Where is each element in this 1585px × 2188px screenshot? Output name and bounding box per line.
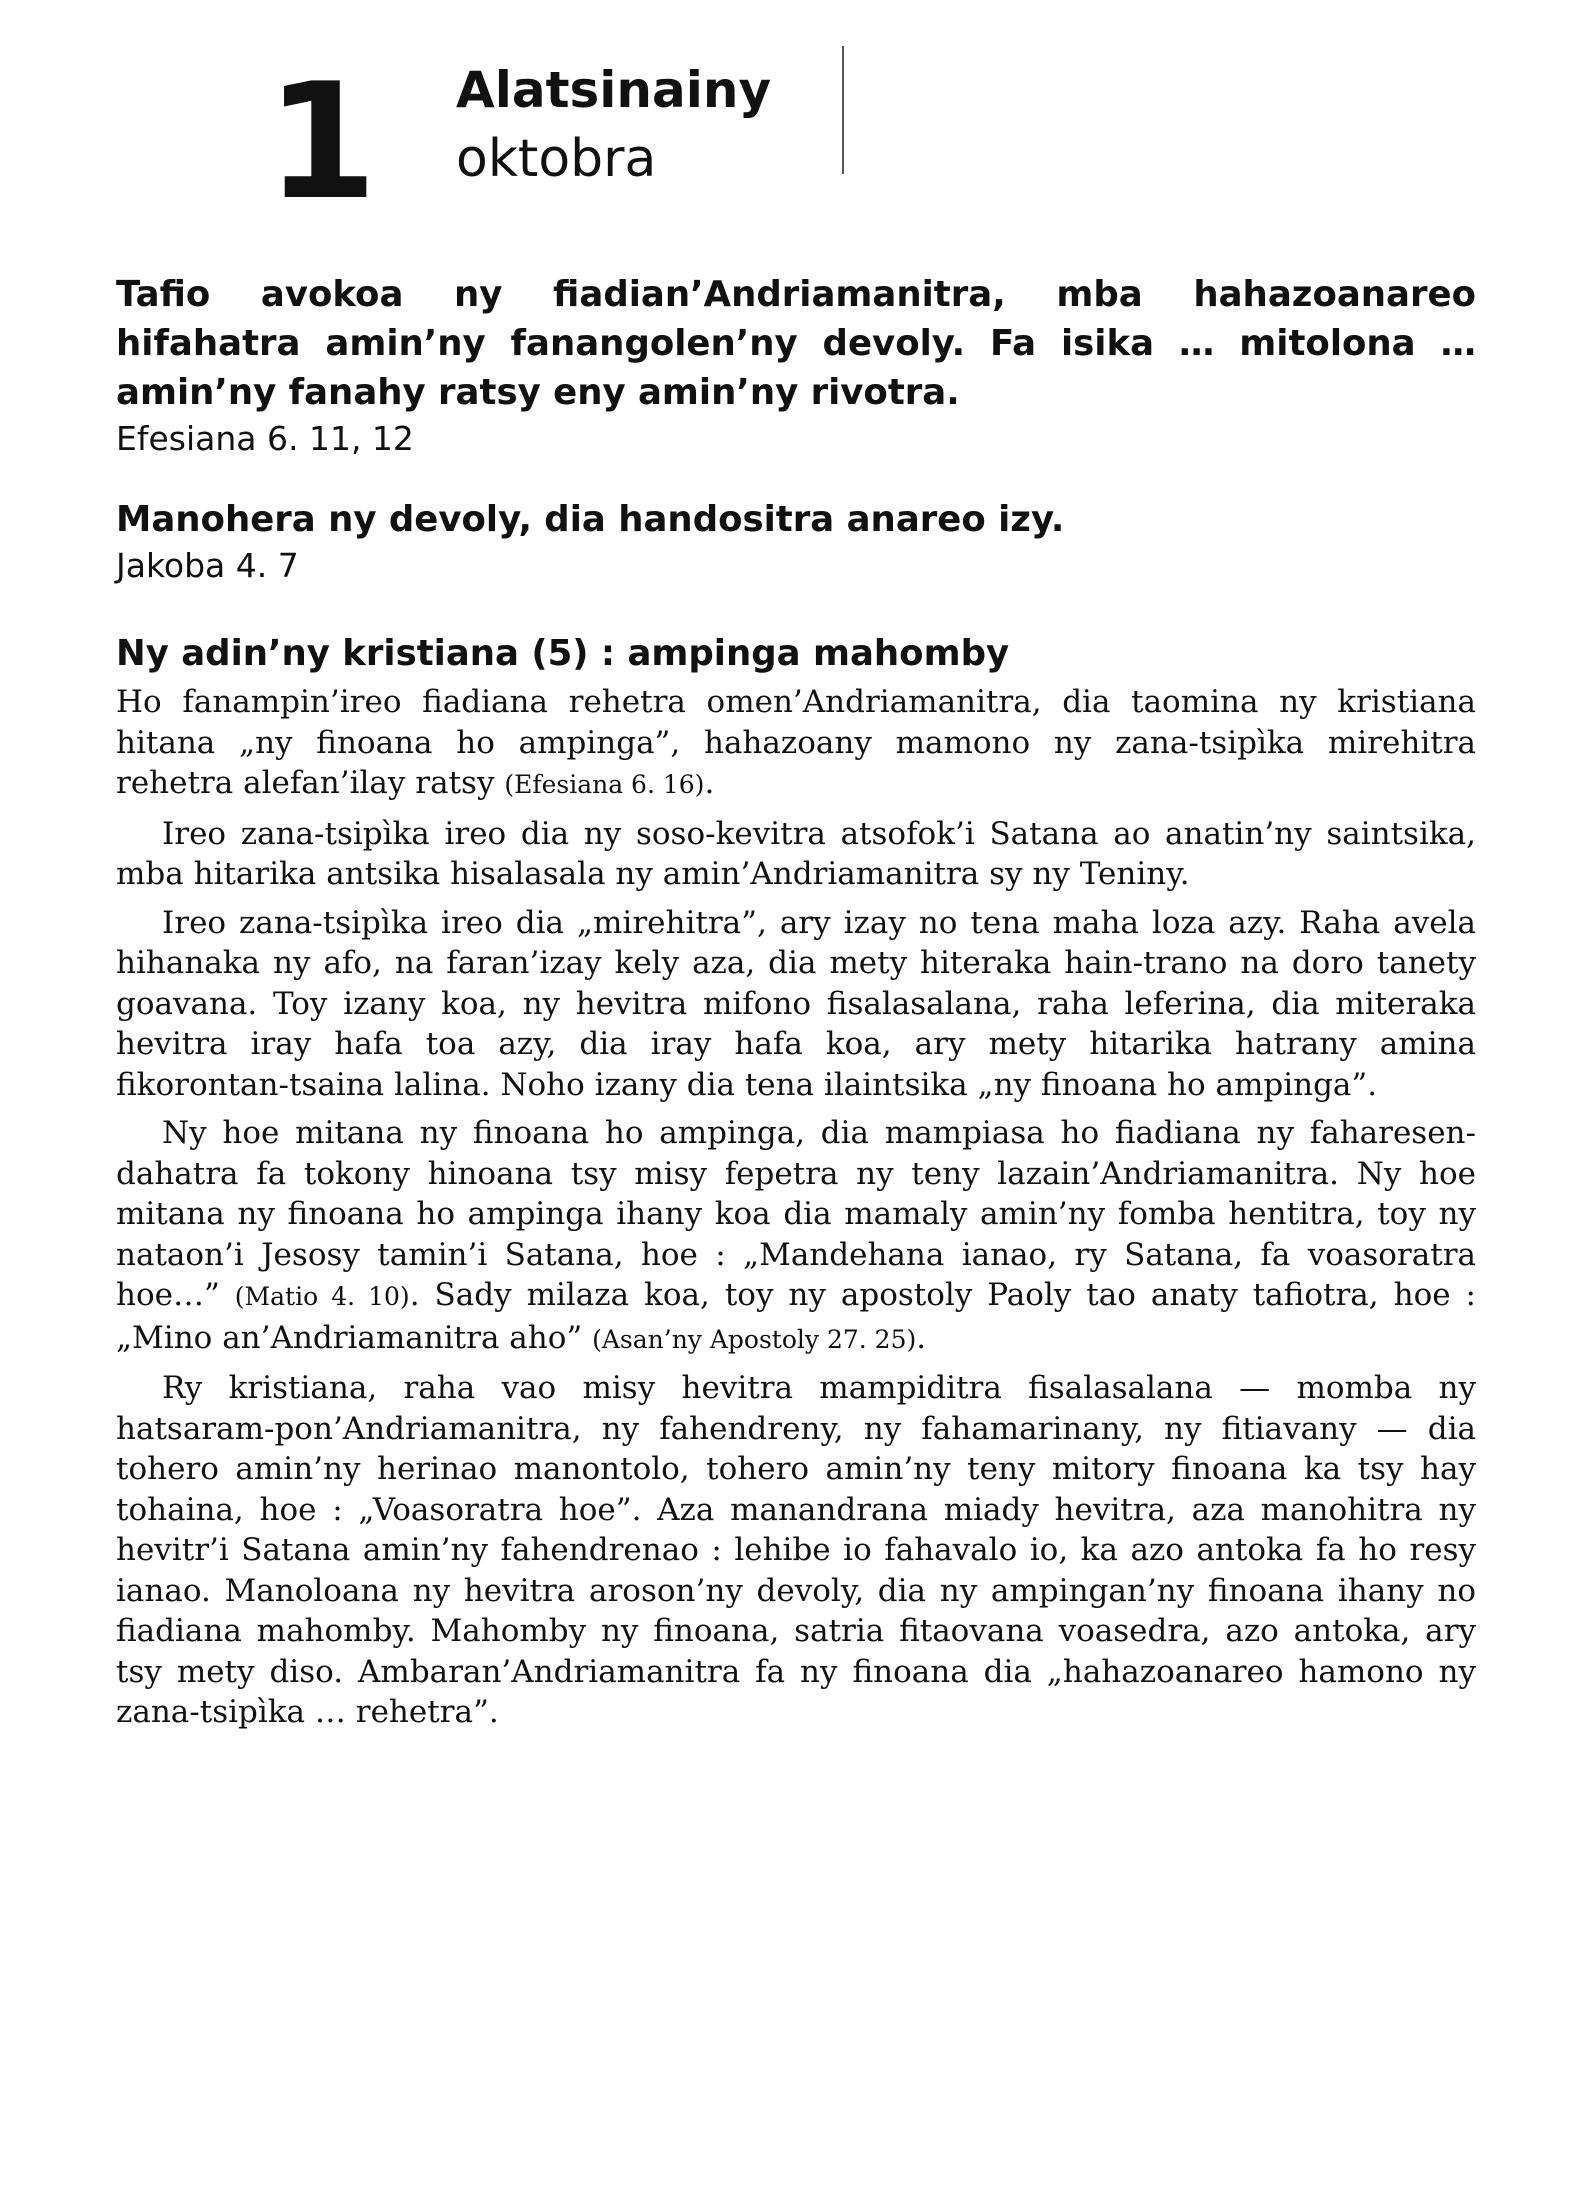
- paragraph-text: Ry kristiana, raha vao misy hevitra mampiditra fisalasalana — momba ny hatsaram-pon’Andriamanitra, ny fahendreny, ny fahamarinany, ny fitiavany — dia tohero amin’ny herinao manontolo, tohero amin’ny teny mitory finoana ka tsy hay tohaina, hoe : „Voasoratra hoe”. Aza manandrana miady hevitra, aza manohitra ny hevitr’i Satana amin’ny fahendrenao : lehibe io fahavalo io, ka azo antoka fa ho resy ianao. Manoloana ny hevitra aroson’ny devoly, dia ny ampingan’ny finoana ihany no fiadiana mahomby. Mahomby ny finoana, satria fitaovana voasedra, azo antoka, ary tsy mety diso. Ambaran’Andriamanitra fa ny finoana dia „hahazoanareo hamono ny zana-tsipìka … rehetra”.: [116, 1370, 1476, 1730]
- paragraph: [116, 903, 1476, 1106]
- devotional-page: [116, 40, 1476, 1733]
- date-header: [116, 40, 1476, 235]
- paragraph-text: Ho fanampin’ireo fiadiana rehetra omen’Andriamanitra, dia taomina ny kristiana hitana „ny finoana ho ampinga”, hahazoany mamono ny zana-tsipìka mirehitra rehetra alefan’ilay ratsy: [116, 684, 1476, 801]
- paragraph-text: . Sady milaza koa, toy ny apostoly Paoly tao anaty tafiotra, hoe : „Mino an’Andriamanitra aho”: [116, 1277, 1476, 1356]
- paragraph-text: Ireo zana-tsipìka ireo dia ny soso-kevitra atsofok’i Satana ao anatin’ny saintsika, mba hitarika antsika hisalasala ny amin’Andriamanitra sy ny Teniny.: [116, 815, 1476, 892]
- header-divider: [842, 46, 844, 174]
- paragraph-text: Ireo zana-tsipìka ireo dia „mirehitra”, ary izay no tena maha loza azy. Raha avela hihanaka ny afo, na faran’izay kely aza, dia mety hiteraka hain-trano na doro tanety goavana. Toy izany koa, ny hevitra mifono fisalasalana, raha leferina, dia miteraka hevitra iray hafa toa azy, dia iray hafa koa, ary mety hitarika hatrany amina fikorontan-tsaina lalina. Noho izany dia tena ilaintsika „ny finoana ho ampinga”.: [116, 904, 1476, 1103]
- verse-text: Tafio avokoa ny fiadian’Andriamanitra, mba hahazoanareo hifahatra amin’ny fanangolen’ny devoly. Fa isika … mitolona … amin’ny fanahy ratsy eny amin’ny rivotra.: [116, 274, 1476, 413]
- paragraph: [116, 1113, 1476, 1360]
- paragraph: [116, 682, 1476, 806]
- weekday: Alatsinainy: [456, 61, 772, 119]
- paragraph: [116, 814, 1476, 895]
- meditation-body: [116, 682, 1476, 1733]
- day-number: 1: [266, 48, 372, 235]
- scripture-reference: (Efesiana 6. 16): [504, 770, 705, 799]
- scripture-reference: (Matio 4. 10): [234, 1282, 410, 1311]
- month: oktobra: [456, 129, 657, 189]
- verse-block-2: [116, 495, 1476, 588]
- scripture-reference: (Asan’ny Apostoly 27. 25): [592, 1324, 917, 1354]
- verse-reference: Jakoba 4. 7: [116, 546, 299, 585]
- paragraph-text: .: [916, 1319, 927, 1356]
- paragraph-text: .: [704, 765, 715, 801]
- section-title: Ny adin’ny kristiana (5) : ampinga mahomby: [116, 633, 1010, 674]
- paragraph: [116, 1368, 1476, 1733]
- verse-reference: Efesiana 6. 11, 12: [116, 419, 414, 458]
- verse-block-1: [116, 270, 1476, 461]
- paragraph-text: Ny hoe mitana ny finoana ho ampinga, dia mampiasa ho fiadiana ny faharesen-dahatra fa tokony hinoana tsy misy fepetra ny teny lazain’Andriamanitra. Ny hoe mitana ny finoana ho ampinga ihany koa dia mamaly amin’ny fomba hentitra, toy ny nataon’i Jesosy tamin’i Satana, hoe : „Mandehana ianao, ry Satana, fa voasoratra hoe…”: [116, 1115, 1476, 1313]
- verse-text: Manohera ny devoly, dia handositra anareo izy.: [116, 499, 1065, 540]
